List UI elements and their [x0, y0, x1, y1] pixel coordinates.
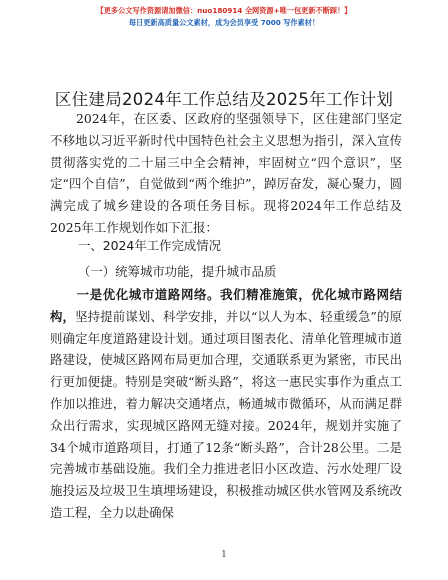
section-heading-1: 一、2024年工作完成情况	[78, 238, 222, 253]
intro-paragraph	[50, 108, 402, 239]
subsection-heading-1: （一）统筹城市功能，提升城市品质	[78, 264, 277, 279]
page-number: 1	[221, 550, 227, 560]
intro-text: 2024年，在区委、区政府的坚强领导下，区住建部门坚定不移地以习近平新时代中国特色社会主义思想为指引，深入宣传贯彻落实党的二十届三中全会精神，牢固树立“四个意识”，坚定“四个自信”，自觉做到“两个维护”，踔厉奋发，凝心聚力，圆满完成了城乡建设的各项任务目标。现将2024年工作总结及2025年工作规划作如下汇报：	[50, 111, 402, 235]
paragraph-text: 坚持提前谋划、科学安排，并以“以人为本、轻重缓急”的原则确定年度道路建设计划。通过项目图表化、清单化管理城市道路建设，使城区路网布局更加合理，交通联系更为紧密，市民出行更加便捷。特别是突破“断头路”，将这一惠民实事作为重点工作加以推进，着力解决交通堵点，畅通城市微循环，从而满足群众出行需求，实现城区路网无缝对接。2024年，规划并实施了34个城市道路项目，打通了12条“断头路”，合计28公里。二是完善城市基础设施。我们全力推进老旧小区改造、污水处理厂设施投运及垃圾卫生填埋场建设，积极推动城区供水管网及系统改造工程，全力以赴确保	[50, 308, 402, 520]
promo-banner	[0, 5, 448, 29]
body-paragraph	[50, 284, 402, 564]
promo-banner-line-1: 【更多公文写作资源请加微信：nuo180914 全网资源+唯一包更新不断踩！】	[96, 6, 352, 15]
promo-banner-line-2: 每日更新高质量公文素材，成为会员享受 7000 写作素材！	[128, 18, 320, 27]
paragraph-lead-bold: 一是优化城市道路网络。我们精准施策，优化城市路网结构，	[50, 287, 402, 324]
document-title: 区住建局2024年工作总结及2025年工作计划	[54, 90, 394, 109]
